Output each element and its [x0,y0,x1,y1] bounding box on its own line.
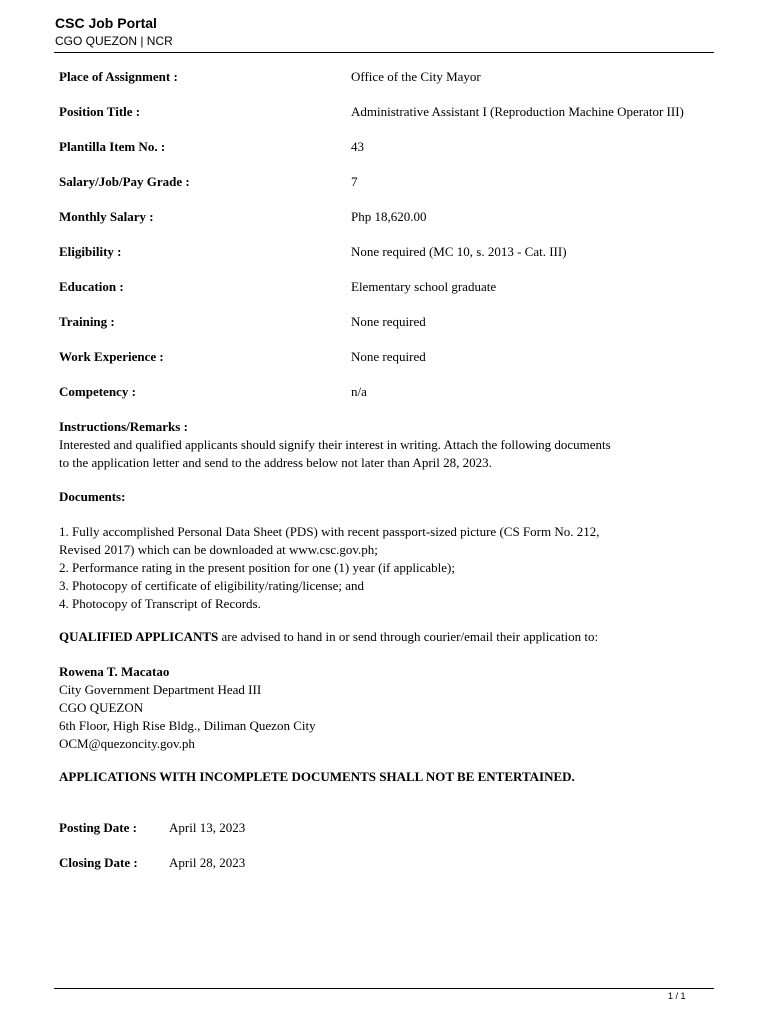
field-value: None required (MC 10, s. 2013 - Cat. III) [351,244,567,259]
contact-block [59,663,719,753]
posting-date-row [59,820,459,840]
document-item: 3. Photocopy of certificate of eligibility/rating/license; and [59,578,365,593]
header-divider [54,52,714,53]
field-eligibility [59,244,749,264]
qualified-applicants-bold: QUALIFIED APPLICANTS [59,629,219,644]
footer-divider [54,988,714,989]
instructions-line: Interested and qualified applicants should signify their interest in writing. Attach the following documents [59,437,611,452]
field-label: Work Experience : [59,349,164,364]
closing-date-value: April 28, 2023 [169,855,246,870]
page-number: 1 / 1 [668,991,686,1001]
field-value: None required [351,349,426,364]
contact-name: Rowena T. Macatao [59,664,170,679]
qualified-applicants-text: are advised to hand in or send through courier/email their application to: [218,629,599,644]
field-label: Salary/Job/Pay Grade : [59,174,190,189]
field-value: None required [351,314,426,329]
documents-heading: Documents: [59,489,126,504]
field-education [59,279,749,299]
closing-date-row [59,855,459,875]
field-label: Place of Assignment : [59,69,178,84]
field-label: Monthly Salary : [59,209,154,224]
field-value: 7 [351,174,358,189]
document-item: Revised 2017) which can be downloaded at www.csc.gov.ph; [59,542,378,557]
field-position-title [59,104,749,124]
field-competency [59,384,749,404]
contact-address: 6th Floor, High Rise Bldg., Diliman Quezon City [59,718,316,733]
field-place-of-assignment [59,69,749,89]
portal-subtitle: CGO QUEZON | NCR [55,34,173,48]
contact-email: OCM@quezoncity.gov.ph [59,736,195,751]
contact-office: CGO QUEZON [59,700,144,715]
closing-date-label: Closing Date : [59,855,138,870]
contact-title: City Government Department Head III [59,682,262,697]
instructions-section [59,418,719,472]
field-value: n/a [351,384,367,399]
portal-title: CSC Job Portal [55,15,157,31]
instructions-heading: Instructions/Remarks : [59,419,188,434]
documents-list [59,523,719,613]
field-training [59,314,749,334]
instructions-line: to the application letter and send to the address below not later than April 28, 2023. [59,455,492,470]
field-plantilla-item [59,139,749,159]
field-value: 43 [351,139,364,154]
field-salary-grade [59,174,749,194]
document-item: 2. Performance rating in the present position for one (1) year (if applicable); [59,560,455,575]
field-value: Php 18,620.00 [351,209,427,224]
field-label: Plantilla Item No. : [59,139,166,154]
field-label: Position Title : [59,104,141,119]
posting-date-label: Posting Date : [59,820,137,835]
field-work-experience [59,349,749,369]
field-value: Office of the City Mayor [351,69,481,84]
document-item: 1. Fully accomplished Personal Data Sheet (PDS) with recent passport-sized picture (CS Form No. 212, [59,524,600,539]
field-value: Administrative Assistant I (Reproduction Machine Operator III) [351,104,684,119]
qualified-applicants-note [59,628,719,646]
field-label: Eligibility : [59,244,122,259]
field-value: Elementary school graduate [351,279,497,294]
field-monthly-salary [59,209,749,229]
field-label: Training : [59,314,115,329]
posting-date-value: April 13, 2023 [169,820,246,835]
document-item: 4. Photocopy of Transcript of Records. [59,596,261,611]
field-label: Competency : [59,384,136,399]
field-label: Education : [59,279,124,294]
incomplete-documents-notice: APPLICATIONS WITH INCOMPLETE DOCUMENTS SHALL NOT BE ENTERTAINED. [59,769,575,784]
